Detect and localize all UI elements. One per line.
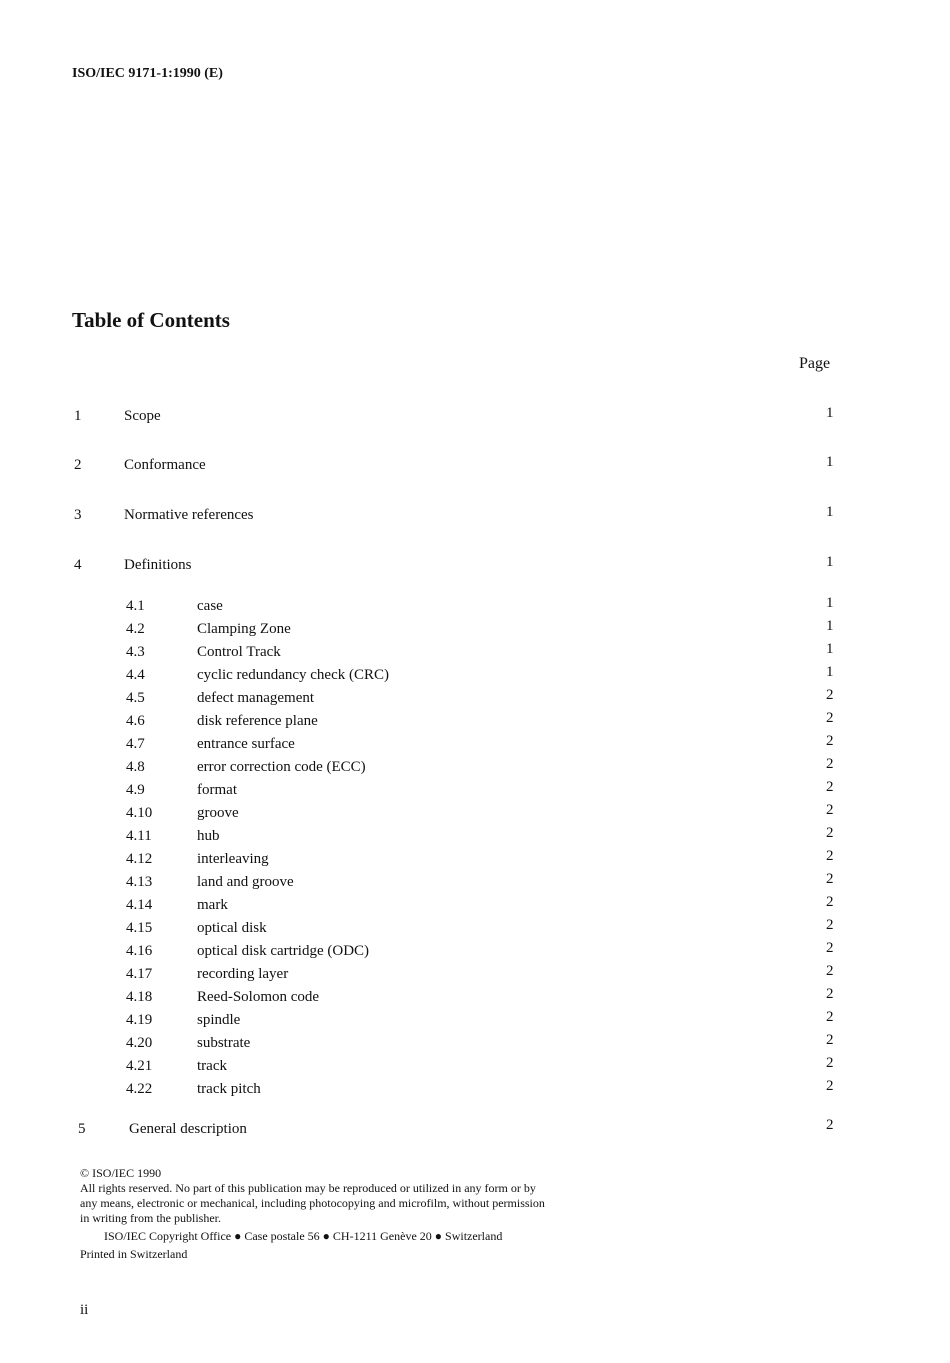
toc-subsection-title: track (197, 1058, 227, 1074)
toc-subsection-number: 4.20 (126, 1035, 153, 1051)
toc-subsection-number: 4.8 (126, 759, 145, 775)
toc-subsection-number: 4.13 (126, 874, 153, 890)
toc-subsection-number: 4.22 (126, 1081, 153, 1097)
toc-section-title: Conformance (124, 457, 206, 473)
toc-section-number: 4 (74, 557, 82, 573)
toc-section-page: 1 (826, 405, 834, 421)
toc-subsection-page: 2 (826, 710, 834, 726)
toc-section-title: General description (129, 1121, 247, 1137)
copyright-office-address: ISO/IEC Copyright Office ● Case postale 56 ● CH-1211 Genève 20 ● Switzerland (104, 1229, 503, 1243)
toc-subsection-number: 4.15 (126, 920, 153, 936)
copyright-rights-text: in writing from the publisher. (80, 1211, 221, 1225)
toc-subsection-number: 4.17 (126, 966, 153, 982)
page-number: ii (80, 1302, 89, 1318)
toc-subsection-title: groove (197, 805, 239, 821)
toc-subsection-number: 4.12 (126, 851, 153, 867)
toc-section-page: 2 (826, 1117, 834, 1133)
copyright-notice (80, 1166, 545, 1262)
page-column-label: Page (799, 355, 831, 372)
toc-subsection-page: 1 (826, 664, 834, 680)
toc-subsection-title: format (197, 782, 237, 798)
toc-subsection-page: 2 (826, 687, 834, 703)
toc-subsection-page: 2 (826, 802, 834, 818)
toc-subsection-page: 2 (826, 986, 834, 1002)
toc-subsection-title: land and groove (197, 874, 294, 890)
toc-subsection-title: interleaving (197, 851, 269, 867)
toc-subsection-title: track pitch (197, 1081, 261, 1097)
toc-subsection-page: 2 (826, 1032, 834, 1048)
toc-subsection-title: Clamping Zone (197, 621, 291, 637)
toc-subsection-page: 2 (826, 940, 834, 956)
toc-subsection-title: recording layer (197, 966, 289, 982)
toc-subsection-number: 4.18 (126, 989, 153, 1005)
toc-section-page: 1 (826, 454, 834, 470)
toc-section-number: 3 (74, 507, 82, 523)
toc-subsection-number: 4.3 (126, 644, 145, 660)
toc-subsection-title: substrate (197, 1035, 251, 1051)
toc-section-number: 5 (78, 1121, 86, 1137)
toc-subsection-number: 4.10 (126, 805, 153, 821)
toc-title: Table of Contents (72, 308, 230, 332)
printed-in-note: Printed in Switzerland (80, 1247, 188, 1261)
toc-subsection-title: mark (197, 897, 228, 913)
toc-subsection-title: spindle (197, 1012, 241, 1028)
toc-subsection-number: 4.6 (126, 713, 145, 729)
toc-subsection-title: Reed-Solomon code (197, 989, 320, 1005)
toc-subsection-number: 4.2 (126, 621, 145, 637)
toc-subsection-number: 4.11 (126, 828, 152, 844)
toc-subsection-number: 4.16 (126, 943, 153, 959)
toc-subsection-page: 2 (826, 1078, 834, 1094)
toc-subsection-number: 4.7 (126, 736, 145, 752)
toc-subsection-page: 2 (826, 894, 834, 910)
toc-subsection-number: 4.4 (126, 667, 145, 683)
toc-subsection-number: 4.21 (126, 1058, 153, 1074)
copyright-rights-text: All rights reserved. No part of this publication may be reproduced or utilized in any form or by (80, 1181, 536, 1195)
copyright-rights-text: any means, electronic or mechanical, including photocopying and microfilm, without permission (80, 1196, 545, 1210)
toc-subsection-title: Control Track (197, 644, 281, 660)
toc-section-page: 1 (826, 504, 834, 520)
toc-subsection-page: 2 (826, 733, 834, 749)
toc-subsection-number: 4.5 (126, 690, 145, 706)
toc-subsection-page: 2 (826, 963, 834, 979)
toc-section-title: Normative references (124, 507, 254, 523)
toc-subsection-page: 2 (826, 1009, 834, 1025)
toc-section-number: 1 (74, 408, 82, 424)
toc-section-page: 1 (826, 554, 834, 570)
toc-section-number: 2 (74, 457, 82, 473)
copyright-line: © ISO/IEC 1990 (80, 1166, 162, 1180)
toc-subsection-title: defect management (197, 690, 315, 706)
toc-subsection-title: disk reference plane (197, 713, 318, 729)
toc-subsection-number: 4.19 (126, 1012, 153, 1028)
toc-subsection-title: case (197, 598, 223, 614)
document-id-header: ISO/IEC 9171-1:1990 (E) (72, 66, 223, 81)
toc-subsection-page: 2 (826, 1055, 834, 1071)
toc-subsection-title: entrance surface (197, 736, 295, 752)
toc-subsection-title: optical disk cartridge (ODC) (197, 943, 370, 959)
toc-subsection-page: 1 (826, 618, 834, 634)
toc-subsection-number: 4.9 (126, 782, 145, 798)
toc-subsection-number: 4.14 (126, 897, 153, 913)
toc-section-title: Definitions (124, 557, 192, 573)
toc-subsection-title: optical disk (197, 920, 267, 936)
toc-subsection-page: 1 (826, 595, 834, 611)
toc-subsection-page: 2 (826, 756, 834, 772)
toc-subsection-page: 1 (826, 641, 834, 657)
toc-subsection-page: 2 (826, 779, 834, 795)
toc-subsection-title: error correction code (ECC) (197, 759, 366, 775)
toc-subsection-title: cyclic redundancy check (CRC) (197, 667, 390, 683)
toc-subsection-number: 4.1 (126, 598, 145, 614)
toc-section-title: Scope (124, 408, 161, 424)
toc-subsection-page: 2 (826, 825, 834, 841)
toc-subsection-page: 2 (826, 848, 834, 864)
toc-subsection-page: 2 (826, 871, 834, 887)
toc-subsection-title: hub (197, 828, 220, 844)
toc-subsection-page: 2 (826, 917, 834, 933)
